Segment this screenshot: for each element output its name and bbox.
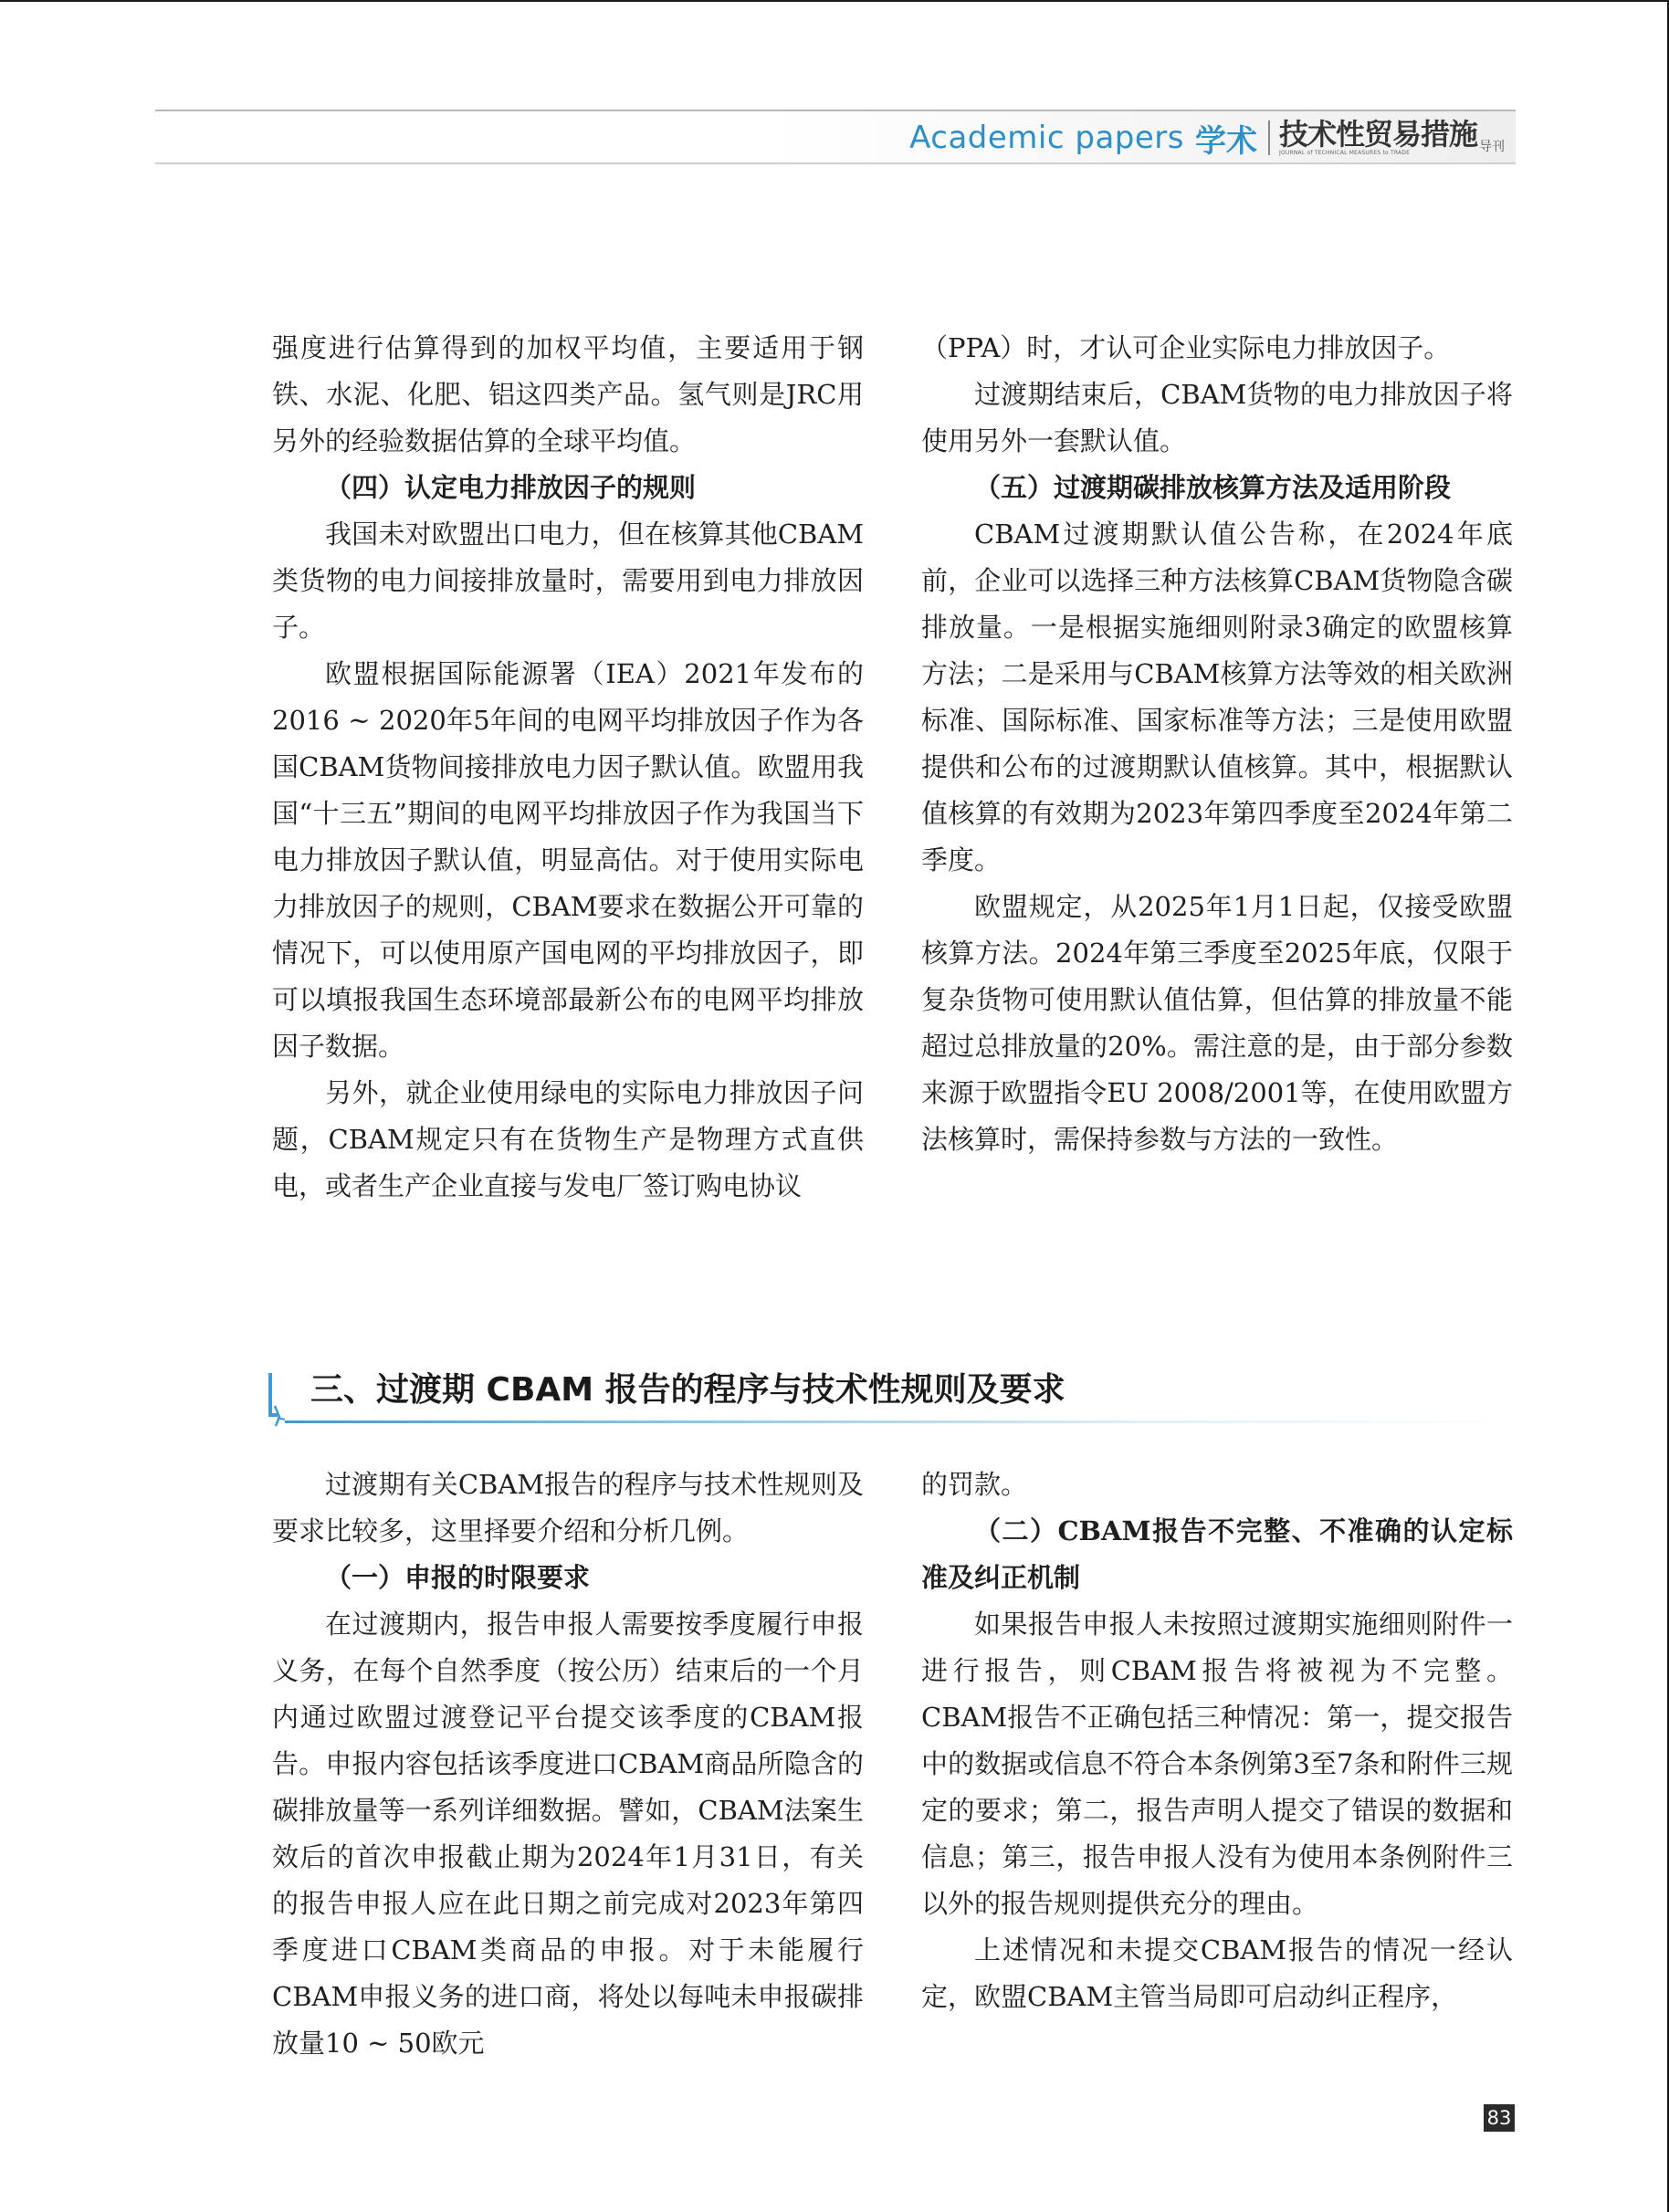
upper-left-column xyxy=(272,325,864,1210)
subheading: （二）CBAM报告不完整、不准确的认定标准及纠正机制 xyxy=(921,1515,1513,1593)
paragraph: CBAM过渡期默认值公告称，在2024年底前，企业可以选择三种方法核算CBAM货物隐含碳排放量。一是根据实施细则附录3确定的欧盟核算方法；二是采用与CBAM核算方法等效的相关欧洲标准、国际标准、国家标准等方法；三是使用欧盟提供和公布的过渡期默认值核算。其中，根据默认值核算的有效期为2023年第四季度至2024年第二季度。 xyxy=(921,519,1513,875)
paragraph: （PPA）时，才认可企业实际电力排放因子。 xyxy=(921,332,1451,363)
paragraph: 强度进行估算得到的加权平均值，主要适用于钢铁、水泥、化肥、铝这四类产品。氢气则是JRC用另外的经验数据估算的全球平均值。 xyxy=(272,332,864,456)
header-divider xyxy=(1268,121,1270,155)
journal-subtitle: JOURNAL of TECHNICAL MEASURES to TRADE xyxy=(1278,150,1411,156)
section-underline xyxy=(285,1421,1517,1423)
header-english-label: Academic papers xyxy=(909,120,1184,156)
paragraph: 过渡期有关CBAM报告的程序与技术性规则及要求比较多，这里择要介绍和分析几例。 xyxy=(272,1469,864,1546)
paragraph: 我国未对欧盟出口电力，但在核算其他CBAM类货物的电力间接排放量时，需要用到电力排放因子。 xyxy=(272,519,864,643)
paragraph: 上述情况和未提交CBAM报告的情况一经认定，欧盟CBAM主管当局即可启动纠正程序， xyxy=(921,1934,1513,2012)
upper-right-column xyxy=(921,325,1513,1163)
subheading: （五）过渡期碳排放核算方法及适用阶段 xyxy=(974,472,1452,503)
paragraph: 欧盟规定，从2025年1月1日起，仅接受欧盟核算方法。2024年第三季度至2025年底，仅限于复杂货物可使用默认值估算，但估算的排放量不能超过总排放量的20%。需注意的是，由于部分参数来源于欧盟指令EU 2008/2001等，在使用欧盟方法核算时，需保持参数与方法的一致性。 xyxy=(921,891,1513,1155)
section-title: 三、过渡期 CBAM 报告的程序与技术性规则及要求 xyxy=(310,1371,1065,1409)
subheading: （四）认定电力排放因子的规则 xyxy=(325,472,697,503)
journal-logo xyxy=(1278,117,1477,156)
paragraph: 过渡期结束后，CBAM货物的电力排放因子将使用另外一套默认值。 xyxy=(921,379,1513,456)
page-number: 83 xyxy=(1484,2104,1515,2132)
header-bottom-rule xyxy=(155,162,1516,164)
lower-left-column xyxy=(272,1462,864,2067)
header-chinese-label: 学术 xyxy=(1194,122,1257,160)
subheading: （一）申报的时限要求 xyxy=(325,1562,591,1593)
journal-tag: 导刊 xyxy=(1479,140,1505,154)
paragraph: 在过渡期内，报告申报人需要按季度履行申报义务，在每个自然季度（按公历）结束后的一个月内通过欧盟过渡登记平台提交该季度的CBAM报告。申报内容包括该季度进口CBAM商品所隐含的碳排放量等一系列详细数据。譬如，CBAM法案生效后的首次申报截止期为2024年1月31日，有关的报告申报人应在此日期之前完成对2023年第四季度进口CBAM类商品的申报。对于未能履行CBAM申报义务的进口商，将处以每吨未申报碳排放量10 ~ 50欧元 xyxy=(272,1609,864,2059)
paragraph: 的罚款。 xyxy=(921,1469,1028,1500)
header-top-rule xyxy=(155,110,1516,111)
paragraph: 如果报告申报人未按照过渡期实施细则附件一进行报告，则CBAM报告将被视为不完整。CBAM报告不正确包括三种情况：第一，提交报告中的数据或信息不符合本条例第3至7条和附件三规定的要求；第二，报告声明人提交了错误的数据和信息；第三，报告申报人没有为使用本条例附件三以外的报告规则提供充分的理由。 xyxy=(921,1609,1513,1919)
running-header xyxy=(909,117,1505,159)
journal-title: 技术性贸易措施 xyxy=(1278,117,1477,152)
paragraph: 另外，就企业使用绿电的实际电力排放因子问题，CBAM规定只有在货物生产是物理方式直供电，或者生产企业直接与发电厂签订购电协议 xyxy=(272,1077,864,1201)
lower-right-column xyxy=(921,1462,1513,2020)
paragraph: 欧盟根据国际能源署（IEA）2021年发布的2016 ~ 2020年5年间的电网平均排放因子作为各国CBAM货物间接排放电力因子默认值。欧盟用我国“十三五”期间的电网平均排放因子作为我国当下电力排放因子默认值，明显高估。对于使用实际电力排放因子的规则，CBAM要求在数据公开可靠的情况下，可以使用原产国电网的平均排放因子，即可以填报我国生态环境部最新公布的电网平均排放因子数据。 xyxy=(272,658,864,1062)
page-top-edge xyxy=(0,0,1669,2)
